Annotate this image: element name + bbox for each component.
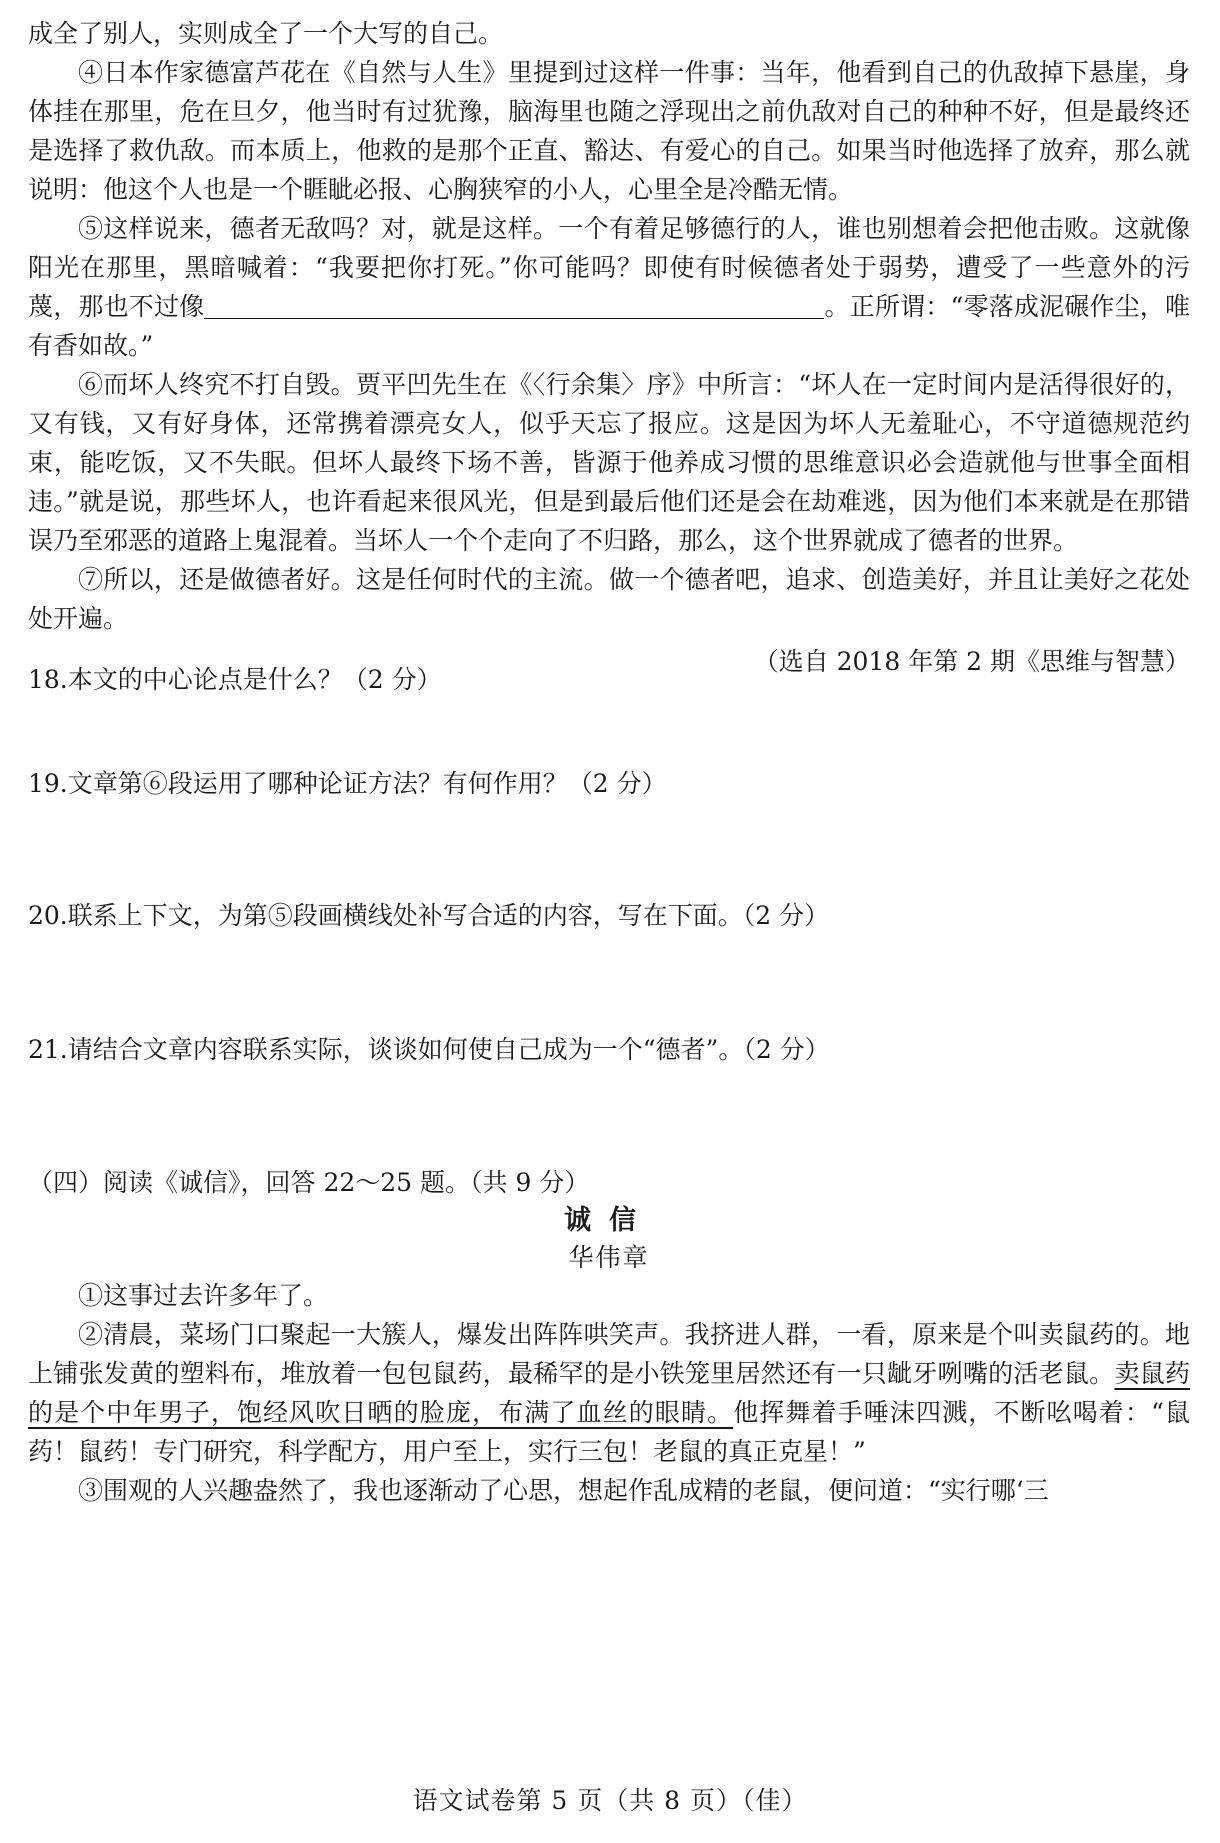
question-18: 18.本文的中心论点是什么？（2 分） [28, 665, 442, 694]
section-4 [28, 1163, 1190, 1510]
paragraph-4: ④日本作家德富芦花在《自然与人生》里提到过这样一件事：当年，他看到自己的仇敌掉下悬崖，身体挂在那里，危在旦夕，他当时有过犹豫，脑海里也随之浮现出之前仇敌对自己的种种不好，但是最终还是选择了救仇敌。而本质上，他救的是那个正直、豁达、有爱心的自己。如果当时他选择了放弃，那么就说明：他这个人也是一个睚眦必报、心胸狭窄的小人，心里全是冷酷无情。 [28, 58, 1190, 204]
article-paragraph-2-text-b: 他挥舞着手唾沫四溅，不断吆喝着：“鼠药！鼠药！专门研究，科学配方，用户至上，实行三包！老鼠的真正克星！” [28, 1398, 1190, 1466]
passage-block [28, 14, 1190, 681]
paragraph-5 [28, 209, 1190, 365]
article-title: 诚信 [564, 1205, 654, 1236]
article-author: 华伟章 [568, 1243, 650, 1272]
fill-in-blank-line[interactable] [204, 292, 824, 319]
paragraph-5-text-a: ⑤这样说来，德者无敌吗？对，就是这样。一个有着足够德行的人，谁也别想着会把他击败。这就像阳光在那里，黑暗喊着：“我要把你打死。”你可能吗？即使有时候德者处于弱势，遭受了一些意外的污蔑，那也不过像 [28, 214, 1190, 321]
source-citation: （选自 2018 年第 2 期《思维与智慧） [753, 647, 1190, 676]
paragraph-intro: 成全了别人，实则成全了一个大写的自己。 [28, 19, 504, 48]
paragraph-6: ⑥而坏人终究不打自毁。贾平凹先生在《〈行余集〉序》中所言：“坏人在一定时间内是活得很好的，又有钱，又有好身体，还常携着漂亮女人，似乎天忘了报应。这是因为坏人无羞耻心，不守道德规范约束，能吃饭，又不失眠。但坏人最终下场不善，皆源于他养成习惯的思维意识必会造就他与世事全面相违。”就是说，那些坏人，也许看起来很风光，但是到最后他们还是会在劫难逃，因为他们本来就是在那错误乃至邪恶的道路上鬼混着。当坏人一个个走向了不归路，那么，这个世界就成了德者的世界。 [28, 370, 1190, 555]
underlined-sentence: 卖鼠药的是个中年男子，饱经风吹日晒的脸庞，布满了血丝的眼睛。 [28, 1359, 1190, 1427]
question-21: 21.请结合文章内容联系实际，谈谈如何使自己成为一个“德者”。（2 分） [28, 1035, 830, 1064]
section-4-heading: （四）阅读《诚信》，回答 22～25 题。（共 9 分） [28, 1168, 590, 1197]
article-paragraph-2-text-a: ②清晨，菜场门口聚起一大簇人，爆发出阵阵哄笑声。我挤进人群，一看，原来是个叫卖鼠药的。地上铺张发黄的塑料布，堆放着一包包鼠药，最稀罕的是小铁笼里居然还有一只龇牙咧嘴的活老鼠。 [28, 1320, 1190, 1388]
article-paragraph-3: ③围观的人兴趣盎然了，我也逐渐动了心思，想起作乱成精的老鼠，便问道：“实行哪‘三 [78, 1476, 1049, 1505]
article-paragraph-1: ①这事过去许多年了。 [78, 1281, 329, 1310]
page-footer: 语文试卷第 5 页（共 8 页）（佳） [412, 1786, 808, 1815]
question-20: 20.联系上下文，为第⑤段画横线处补写合适的内容，写在下面。（2 分） [28, 901, 830, 930]
article-paragraph-2 [28, 1315, 1190, 1471]
paragraph-5-text-b: 。正所谓：“零落成泥碾作尘，唯有香如故。” [28, 292, 1190, 360]
paragraph-7: ⑦所以，还是做德者好。这是任何时代的主流。做一个德者吧，追求、创造美好，并且让美好之花处处开遍。 [28, 565, 1190, 633]
question-19: 19.文章第⑥段运用了哪种论证方法？有何作用？（2 分） [28, 769, 667, 798]
